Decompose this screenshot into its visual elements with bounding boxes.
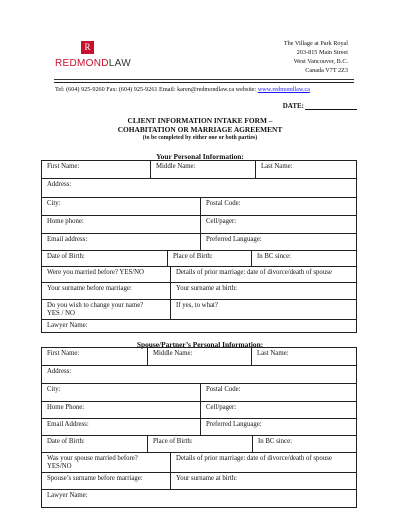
email-field[interactable]: Email address: — [47, 236, 88, 243]
contact-text: Tel: (604) 925-9260 Fax: (604) 925-9261 Email: karen@redmondlaw.ca website: — [55, 86, 258, 93]
form-subtitle: (to be completed by either one or both parties) — [142, 135, 258, 141]
cell-pager-field[interactable]: Cell/pager: — [200, 216, 356, 233]
married-before-field[interactable]: Were you married before? YES/NO — [47, 269, 144, 276]
logo-name-red: REDMOND — [55, 58, 109, 69]
date-of-birth-field[interactable]: Date of Birth: — [47, 253, 85, 260]
spouse-last-name-field[interactable]: Last Name: — [251, 348, 356, 365]
spouse-prior-marriage-details-field[interactable]: Details of prior marriage: date of divorce/death of spouse — [170, 453, 356, 472]
address-line-2: 203-815 Main Street — [296, 49, 348, 56]
spouse-first-name-field[interactable]: First Name: — [47, 350, 80, 357]
spouse-in-bc-since-field[interactable]: In BC since: — [252, 436, 356, 452]
spouse-middle-name-field[interactable]: Middle Name: — [147, 348, 251, 365]
in-bc-since-field[interactable]: In BC since: — [251, 251, 356, 266]
personal-info-table — [41, 160, 357, 333]
preferred-language-field[interactable]: Preferred Language: — [200, 234, 356, 250]
logo-mark: R — [81, 41, 94, 54]
header-rule-top — [54, 79, 354, 80]
date-blank[interactable] — [305, 102, 357, 110]
surname-at-birth-field[interactable]: Your surname at birth: — [170, 283, 356, 299]
address-line-1: The Village at Park Royal — [283, 40, 348, 47]
last-name-field[interactable]: Last Name: — [255, 161, 356, 178]
spouse-surname-before-marriage-field[interactable]: Spouse’s surname before marriage: — [47, 475, 143, 482]
spouse-address-field[interactable]: Address: — [47, 368, 72, 375]
middle-name-field[interactable]: Middle Name: — [150, 161, 255, 178]
spouse-place-of-birth-field[interactable]: Place of Birth: — [147, 436, 252, 452]
change-name-field[interactable]: Do you wish to change your name? YES / NO — [47, 302, 144, 317]
section-personal-title: Your Personal Information: — [156, 152, 244, 161]
form-title-line-1: CLIENT INFORMATION INTAKE FORM – — [127, 116, 273, 125]
spouse-lawyer-name-field[interactable]: Lawyer Name: — [47, 492, 88, 499]
city-field[interactable]: City: — [47, 200, 61, 207]
first-name-field[interactable]: First Name: — [47, 163, 80, 170]
date-field[interactable] — [283, 102, 357, 110]
postal-code-field[interactable]: Postal Code: — [200, 198, 356, 215]
lawyer-name-field[interactable]: Lawyer Name: — [47, 322, 88, 329]
home-phone-field[interactable]: Home phone: — [47, 218, 84, 225]
spouse-home-phone-field[interactable]: Home Phone: — [47, 404, 85, 411]
contact-line — [55, 86, 355, 93]
logo-wordmark — [55, 58, 131, 69]
spouse-preferred-language-field[interactable]: Preferred Language: — [200, 419, 356, 435]
address-field[interactable]: Address: — [47, 181, 72, 188]
spouse-date-of-birth-field[interactable]: Date of Birth: — [47, 438, 85, 445]
prior-marriage-details-field[interactable]: Details of prior marriage: date of divorce/death of spouse — [170, 267, 356, 282]
address-line-4: Canada V7T 2Z3 — [305, 67, 348, 74]
form-title-line-2: COHABITATION OR MARRIAGE AGREEMENT — [117, 125, 283, 134]
website-link[interactable]: www.redmondlaw.ca — [257, 86, 310, 93]
spouse-surname-at-birth-field[interactable]: Your surname at birth: — [170, 473, 356, 489]
spouse-info-table — [41, 347, 357, 508]
spouse-email-field[interactable]: Email Address: — [47, 421, 89, 428]
header-rule-bottom — [54, 82, 354, 83]
logo-name-rest: LAW — [108, 58, 131, 69]
spouse-city-field[interactable]: City: — [47, 386, 61, 393]
address-line-3: West Vancouver, B.C. — [293, 58, 348, 65]
spouse-married-before-field[interactable]: Was your spouse married before? YES/NO — [47, 455, 138, 470]
section-spouse-title: Spouse/Partner’s Personal Information: — [136, 340, 264, 349]
date-label: DATE: — [282, 102, 304, 110]
new-name-field[interactable]: If yes, to what? — [170, 300, 356, 319]
spouse-cell-pager-field[interactable]: Cell/pager: — [200, 402, 356, 418]
surname-before-marriage-field[interactable]: Your surname before marriage: — [47, 285, 132, 292]
spouse-postal-code-field[interactable]: Postal Code: — [200, 384, 356, 401]
place-of-birth-field[interactable]: Place of Birth: — [167, 251, 251, 266]
